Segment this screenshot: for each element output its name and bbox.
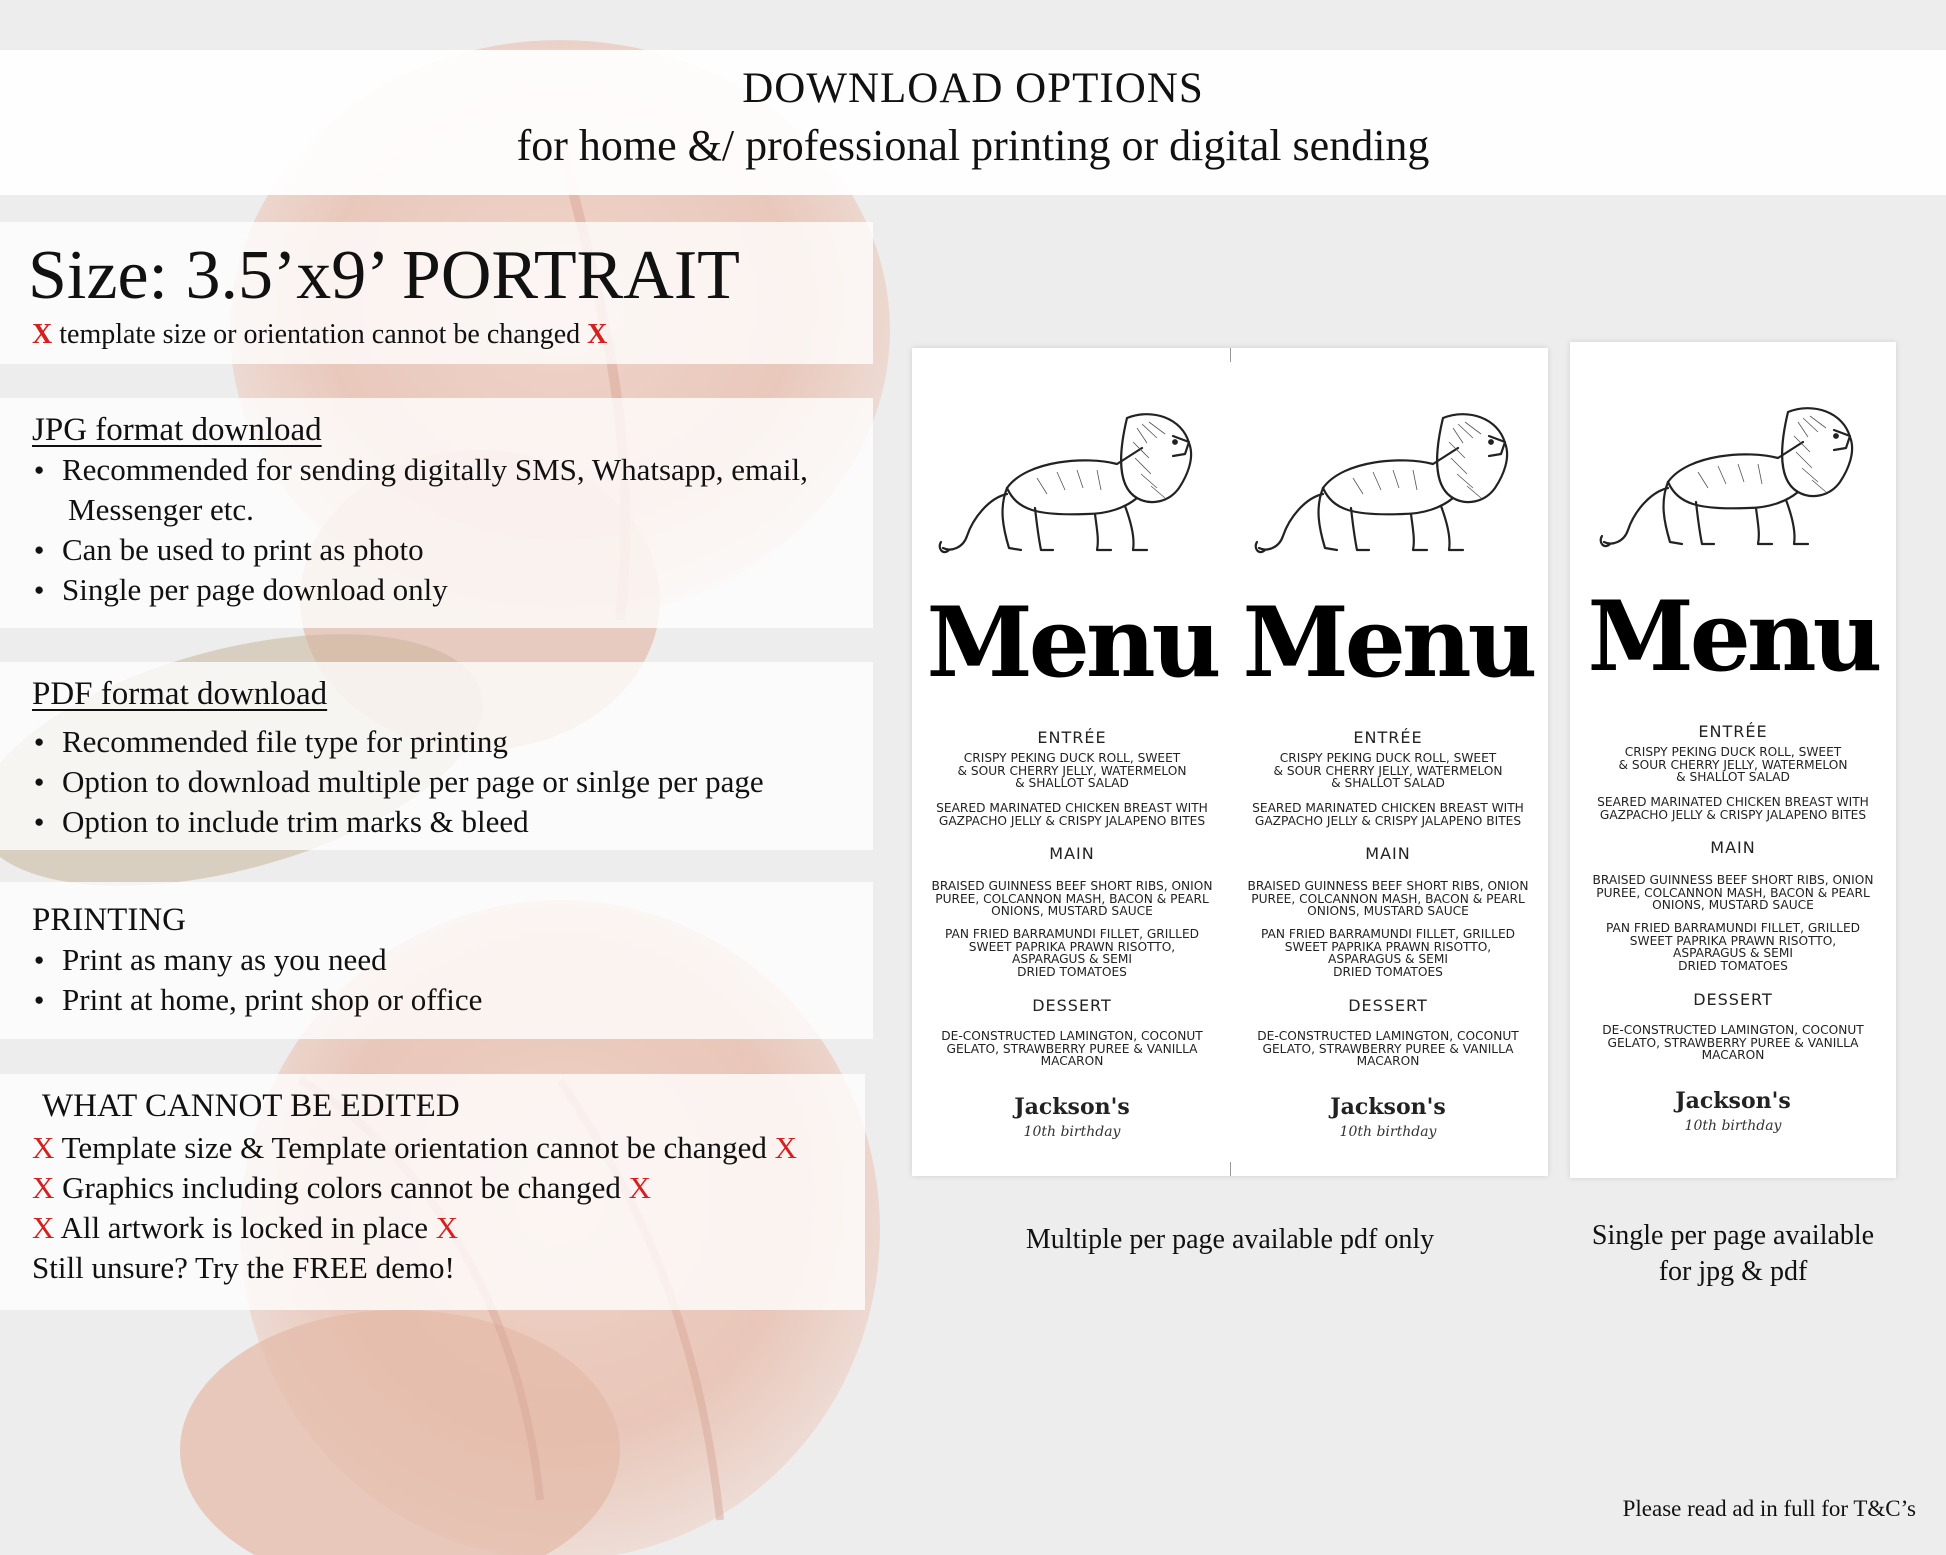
celebrant-name: Jackson's bbox=[1330, 1094, 1446, 1120]
single-caption: Single per page available for jpg & pdf bbox=[1591, 1220, 1875, 1287]
restriction-line: X Graphics including colors cannot be changed X bbox=[32, 1170, 651, 1205]
printing-title: PRINTING bbox=[32, 902, 186, 938]
entree-heading: ENTRÉE bbox=[1698, 722, 1768, 741]
jpg-panel bbox=[0, 398, 873, 628]
lion-illustration-icon bbox=[1598, 392, 1868, 562]
x-mark-icon: X bbox=[32, 319, 53, 350]
pdf-title: PDF format download bbox=[32, 676, 328, 712]
occasion-script: 10th birthday bbox=[1339, 1124, 1437, 1140]
restriction-line: X Template size & Template orientation cannot be changed X bbox=[32, 1130, 797, 1165]
trim-mark bbox=[1230, 348, 1231, 362]
dish-item: SEARED MARINATED CHICKEN BREAST WITH GAZPACHO JELLY & CRISPY JALAPENO BITES bbox=[1597, 795, 1869, 822]
main-heading: MAIN bbox=[1710, 838, 1756, 857]
list-item: ● Can be used to print as photo bbox=[32, 530, 808, 570]
x-mark-icon: X bbox=[774, 1130, 797, 1165]
lion-illustration-icon bbox=[1253, 398, 1523, 568]
restriction-line: X All artwork is locked in place X bbox=[32, 1210, 459, 1245]
list-item: ● Print at home, print shop or office bbox=[32, 980, 482, 1020]
menu-heading: Menu bbox=[926, 586, 1218, 699]
multi-caption: Multiple per page available pdf only bbox=[1025, 1224, 1435, 1255]
cannot-edit-panel bbox=[0, 1074, 865, 1310]
entree-heading: ENTRÉE bbox=[1037, 728, 1107, 747]
dish-item: SEARED MARINATED CHICKEN BREAST WITH GAZPACHO JELLY & CRISPY JALAPENO BITES bbox=[1252, 801, 1524, 828]
footer-note: Please read ad in full for T&C’s bbox=[1622, 1496, 1916, 1521]
x-mark-icon: X bbox=[628, 1170, 651, 1205]
occasion-script: 10th birthday bbox=[1684, 1118, 1782, 1134]
dessert-heading: DESSERT bbox=[1348, 996, 1428, 1015]
dish-item: BRAISED GUINNESS BEEF SHORT RIBS, ONION PUREE, COLCANNON MASH, BACON & PEARL ONIONS, MUSTARD SAUCE bbox=[1592, 873, 1874, 912]
list-item: Messenger etc. bbox=[68, 492, 254, 527]
dish-item: BRAISED GUINNESS BEEF SHORT RIBS, ONION PUREE, COLCANNON MASH, BACON & PEARL ONIONS, MUSTARD SAUCE bbox=[1247, 879, 1529, 918]
dish-item: CRISPY PEKING DUCK ROLL, SWEET & SOUR CHERRY JELLY, WATERMELON & SHALLOT SALAD bbox=[1273, 751, 1503, 790]
main-heading: MAIN bbox=[1365, 844, 1411, 863]
dish-item: SEARED MARINATED CHICKEN BREAST WITH GAZPACHO JELLY & CRISPY JALAPENO BITES bbox=[936, 801, 1208, 828]
printing-list bbox=[32, 940, 482, 1020]
size-note-text: template size or orientation cannot be changed bbox=[59, 319, 581, 350]
size-panel bbox=[0, 222, 873, 364]
lion-illustration-icon bbox=[937, 398, 1207, 568]
jpg-list bbox=[32, 450, 808, 610]
printing-panel bbox=[0, 882, 873, 1039]
dish-item: PAN FRIED BARRAMUNDI FILLET, GRILLED SWEET PAPRIKA PRAWN RISOTTO, ASPARAGUS & SEMI DRIED TOMATOES bbox=[1605, 921, 1861, 973]
jpg-title: JPG format download bbox=[32, 412, 322, 448]
dessert-heading: DESSERT bbox=[1693, 990, 1773, 1009]
dessert-heading: DESSERT bbox=[1032, 996, 1112, 1015]
size-title: Size: 3.5’x9’ PORTRAIT bbox=[28, 237, 740, 314]
menu-heading: Menu bbox=[1587, 580, 1879, 693]
dish-item: DE-CONSTRUCTED LAMINGTON, COCONUT GELATO, STRAWBERRY PUREE & VANILLA MACARON bbox=[1257, 1029, 1519, 1068]
pdf-list bbox=[32, 722, 764, 842]
main-heading: MAIN bbox=[1049, 844, 1095, 863]
multi-per-page-preview bbox=[912, 348, 1548, 1176]
list-item: ● Recommended file type for printing bbox=[32, 722, 764, 762]
header-title: DOWNLOAD OPTIONS bbox=[742, 65, 1204, 112]
cannot-edit-title: WHAT CANNOT BE EDITED bbox=[42, 1088, 460, 1124]
header-subtitle: for home &/ professional printing or digital sending bbox=[516, 121, 1430, 170]
dish-item: CRISPY PEKING DUCK ROLL, SWEET & SOUR CHERRY JELLY, WATERMELON & SHALLOT SALAD bbox=[957, 751, 1187, 790]
list-item: ● Print as many as you need bbox=[32, 940, 482, 980]
x-mark-icon: X bbox=[32, 1130, 55, 1165]
list-item: ● Option to include trim marks & bleed bbox=[32, 802, 764, 842]
trim-mark bbox=[1230, 1162, 1231, 1176]
dish-item: PAN FRIED BARRAMUNDI FILLET, GRILLED SWEET PAPRIKA PRAWN RISOTTO, ASPARAGUS & SEMI DRIED TOMATOES bbox=[1260, 927, 1516, 979]
size-note bbox=[32, 318, 607, 352]
celebrant-name: Jackson's bbox=[1014, 1094, 1130, 1120]
menu-heading: Menu bbox=[1242, 586, 1534, 699]
entree-heading: ENTRÉE bbox=[1353, 728, 1423, 747]
list-item: ● Single per page download only bbox=[32, 570, 808, 610]
header-banner bbox=[0, 50, 1946, 195]
x-mark-icon: X bbox=[32, 1210, 55, 1245]
celebrant-name: Jackson's bbox=[1675, 1088, 1791, 1114]
x-mark-icon: X bbox=[32, 1170, 55, 1205]
dish-item: BRAISED GUINNESS BEEF SHORT RIBS, ONION PUREE, COLCANNON MASH, BACON & PEARL ONIONS, MUSTARD SAUCE bbox=[931, 879, 1213, 918]
dish-item: PAN FRIED BARRAMUNDI FILLET, GRILLED SWEET PAPRIKA PRAWN RISOTTO, ASPARAGUS & SEMI DRIED TOMATOES bbox=[944, 927, 1200, 979]
dish-item: DE-CONSTRUCTED LAMINGTON, COCONUT GELATO, STRAWBERRY PUREE & VANILLA MACARON bbox=[941, 1029, 1203, 1068]
dish-item: DE-CONSTRUCTED LAMINGTON, COCONUT GELATO, STRAWBERRY PUREE & VANILLA MACARON bbox=[1602, 1023, 1864, 1062]
demo-line: Still unsure? Try the FREE demo! bbox=[32, 1250, 455, 1285]
occasion-script: 10th birthday bbox=[1023, 1124, 1121, 1140]
x-mark-icon: X bbox=[435, 1210, 459, 1245]
single-per-page-preview bbox=[1570, 342, 1896, 1178]
pdf-panel bbox=[0, 662, 873, 850]
dish-item: CRISPY PEKING DUCK ROLL, SWEET & SOUR CHERRY JELLY, WATERMELON & SHALLOT SALAD bbox=[1618, 745, 1848, 784]
x-mark-icon: X bbox=[587, 319, 608, 350]
list-item: ● Recommended for sending digitally SMS, Whatsapp, email, bbox=[32, 450, 808, 490]
list-item: ● Option to download multiple per page or sinlge per page bbox=[32, 762, 764, 802]
